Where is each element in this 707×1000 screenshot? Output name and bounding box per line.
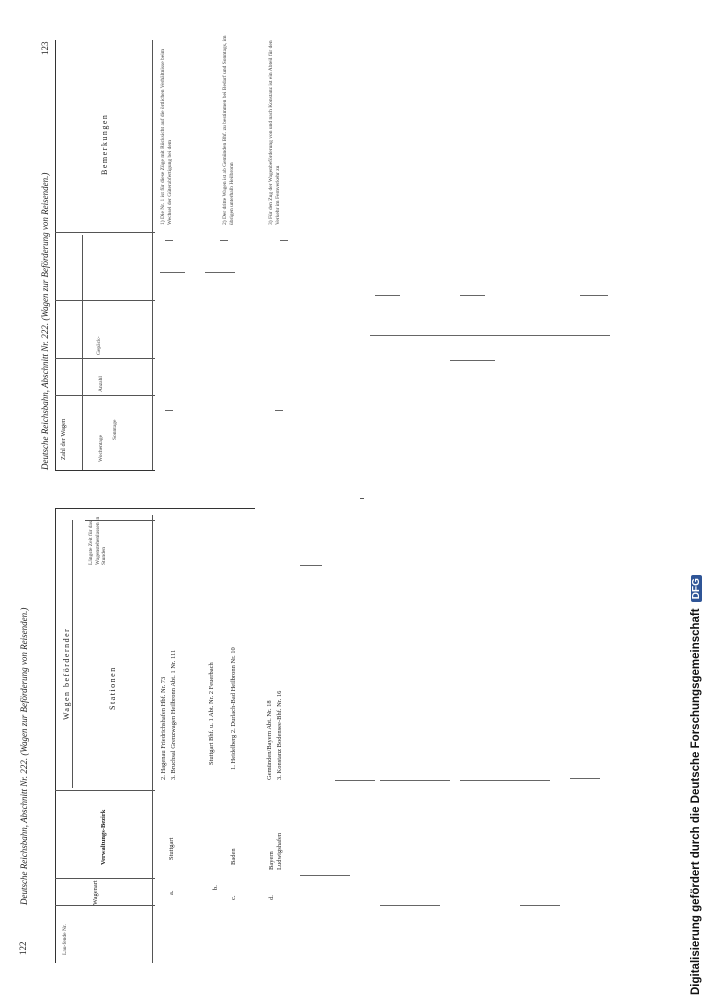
left-page-number: 122: [18, 941, 28, 955]
right-mark-3: [160, 272, 185, 273]
left-header-stationen: Stationen: [108, 666, 117, 710]
left-header-laufende-nr: Lau-fende Nr.: [62, 924, 68, 955]
left-row-2-stationen-1: Stuttgart Bhf. u. 1 Abt. Nr. 2 Feuerbach: [208, 662, 215, 765]
left-row-4-stationen-2: 3. Konstanz Bodensee-Bhf. Nr. 16: [276, 690, 283, 780]
left-dash-1: [300, 565, 322, 566]
left-row-1-stationen-1: 2. Hagenau Friedrichshafen Hbf. Nr. 73: [160, 676, 167, 780]
right-note-3: 3) Für den Zug der Wagenbeförderung von und nach Konstanz ist ein Abteil für den Verkehr im Fernverkehr zu: [268, 40, 281, 225]
right-col-rule-5: [82, 235, 83, 470]
right-header-rule: [152, 40, 153, 470]
right-note-1: 1) Die Nr. 1 ist für diese Züge mit Rücksicht auf die örtlichen Verhältnisse beim Wechsel der Güterabfertigung bei dem: [160, 48, 173, 225]
left-row-4-bezirk: Ludwigshafen: [276, 832, 283, 870]
right-page-number: 123: [40, 41, 50, 55]
left-row-1-stationen-2: 3. Bruchsal Grenzwagen Heilbronn Abt. 1 Nr. 111: [170, 649, 177, 780]
left-dash-4: [460, 780, 550, 781]
left-dash-3: [380, 780, 450, 781]
right-col-rule-2: [55, 395, 155, 396]
left-dash-2: [335, 780, 375, 781]
right-mark-8: [375, 295, 400, 296]
right-running-head: Deutsche Reichsbahn, Abschnitt Nr. 222. (Wagen zur Beförderung von Reisenden.): [40, 172, 50, 470]
right-header-gepaeck: Gepäck-: [96, 336, 102, 355]
left-row-1-nr: a.: [168, 890, 175, 895]
left-row-4-nr: d.: [268, 895, 275, 900]
left-dash-6: [300, 875, 350, 876]
right-frame-top: [55, 40, 56, 470]
right-note-2: 2) Der dritte Wagen ist ab Gemünden Bhf. zu bestimmen bei Bedarf und Sonntags, im übrigen unterhalb Heilbronn: [222, 35, 235, 225]
right-header-wochentage: Wochentage: [98, 434, 104, 462]
left-col-rule-3: [55, 905, 155, 906]
right-mark-12: [450, 360, 495, 361]
right-col-rule-4: [55, 300, 155, 301]
left-dash-8: [520, 905, 560, 906]
left-dash-5: [570, 778, 600, 779]
right-mark-2: [165, 240, 173, 241]
right-frame-bottom: [55, 470, 155, 471]
right-header-bemerkungen: Bemerkungen: [100, 113, 109, 175]
right-mark-4: [205, 272, 235, 273]
right-mark-5: [220, 240, 228, 241]
left-row-3-wagenart: Baden: [230, 848, 237, 865]
left-col-rule-5: [72, 520, 73, 788]
right-mark-1: [165, 410, 173, 411]
dfg-logo-badge: DFG: [691, 575, 702, 602]
right-header-zahl: Zahl der Wagen: [60, 418, 67, 460]
dfg-watermark: [690, 575, 702, 995]
right-header-sonntage: Sonntage: [112, 419, 118, 440]
right-header-anzahl: Anzahl: [98, 376, 104, 392]
left-row-1-bezirk: Stuttgart: [168, 837, 175, 860]
left-dash-7: [380, 905, 440, 906]
left-running-head: Deutsche Reichsbahn, Abschnitt Nr. 222. (Wagen zur Beförderung von Reisenden.): [19, 607, 29, 905]
watermark-text: Digitalisierung gefördert durch die Deutsche Forschungsgemeinschaft: [690, 608, 702, 995]
left-frame-top: [55, 508, 56, 963]
center-fold-mark: [360, 498, 364, 499]
left-header-rule: [152, 515, 153, 963]
left-row-3-stationen-1: 1. Heidelberg 2. Durlach-Bad Heilbronn Nr. 10: [230, 647, 237, 770]
left-row-3-nr: c.: [230, 895, 237, 900]
left-row-2-nr: b.: [212, 885, 219, 890]
left-header-wagenart: Wagenart: [92, 880, 99, 905]
right-mark-6: [280, 240, 288, 241]
right-col-rule-3: [55, 358, 155, 359]
right-mark-9: [460, 295, 485, 296]
left-frame-left: [55, 508, 255, 509]
right-col-rule-1: [55, 232, 155, 233]
left-row-4-stationen-1: Gemünden/Bayern Abt. Nr. 18: [266, 700, 273, 780]
right-mark-10: [580, 295, 608, 296]
left-header-verband: Wagen befördernder: [62, 627, 71, 720]
left-header-bemerkung: Längste Zeit für das Wagenstehenlassen in Stunden: [88, 516, 107, 565]
right-mark-11: [370, 335, 610, 336]
left-row-4-wagenart: Bayern: [268, 851, 275, 870]
right-mark-7: [275, 410, 283, 411]
left-col-rule-1: [55, 878, 155, 879]
left-col-rule-2: [55, 790, 155, 791]
left-header-bezirk: Verwaltungs-Bezirk: [100, 809, 107, 865]
